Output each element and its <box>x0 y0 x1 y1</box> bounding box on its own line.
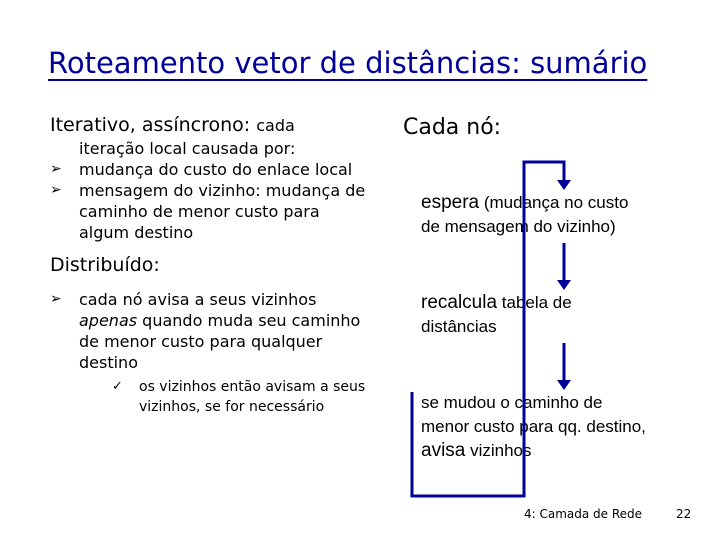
footer-chapter: 4: Camada de Rede <box>524 507 643 521</box>
iterative-continuation: iteração local causada por: <box>79 139 296 158</box>
flow-step-notify-line2: menor custo para qq. destino, <box>421 417 646 436</box>
wait-rest: (mudança no custo <box>479 193 629 212</box>
footer-page-number: 22 <box>676 507 692 521</box>
recalc-rest: tabela de <box>497 293 572 312</box>
flow-step-wait-line2: de mensagem do vizinho) <box>421 217 616 236</box>
iterative-heading-small: cada <box>256 116 295 135</box>
recalc-keyword: recalcula <box>421 292 498 313</box>
bullet-item: ➢ mensagem do vizinho: mudança de caminho de menor custo para algum destino <box>50 180 372 243</box>
iterative-heading-text: Iterativo, assíncrono: <box>50 114 251 136</box>
arrowhead-1 <box>557 180 571 190</box>
distributed-heading: Distribuído: <box>50 254 160 276</box>
arrowhead-2 <box>557 280 571 290</box>
bullet-item: ➢ mudança do custo do enlace local <box>50 159 372 180</box>
notify-rest: vizinhos <box>465 441 532 460</box>
dist-bullet-pre: cada nó avisa a seus vizinhos <box>79 290 317 309</box>
notify-keyword: avisa <box>421 440 466 461</box>
arrowhead-3 <box>557 380 571 390</box>
dist-bullet-post: quando muda seu caminho de menor custo para qualquer destino <box>79 311 361 372</box>
slide-title: Roteamento vetor de distâncias: sumário <box>48 46 648 80</box>
flow-step-recalc-line2: distâncias <box>421 317 497 336</box>
loop-line <box>412 162 564 496</box>
wait-keyword: espera <box>421 192 480 213</box>
sub-bullet-item: ✓ os vizinhos então avisam a seus vizinhos, se for necessário <box>79 377 372 417</box>
dist-bullet-emphasis: apenas <box>79 311 138 330</box>
flow-step-notify-line1: se mudou o caminho de <box>421 393 603 412</box>
right-heading: Cada nó: <box>403 115 502 140</box>
